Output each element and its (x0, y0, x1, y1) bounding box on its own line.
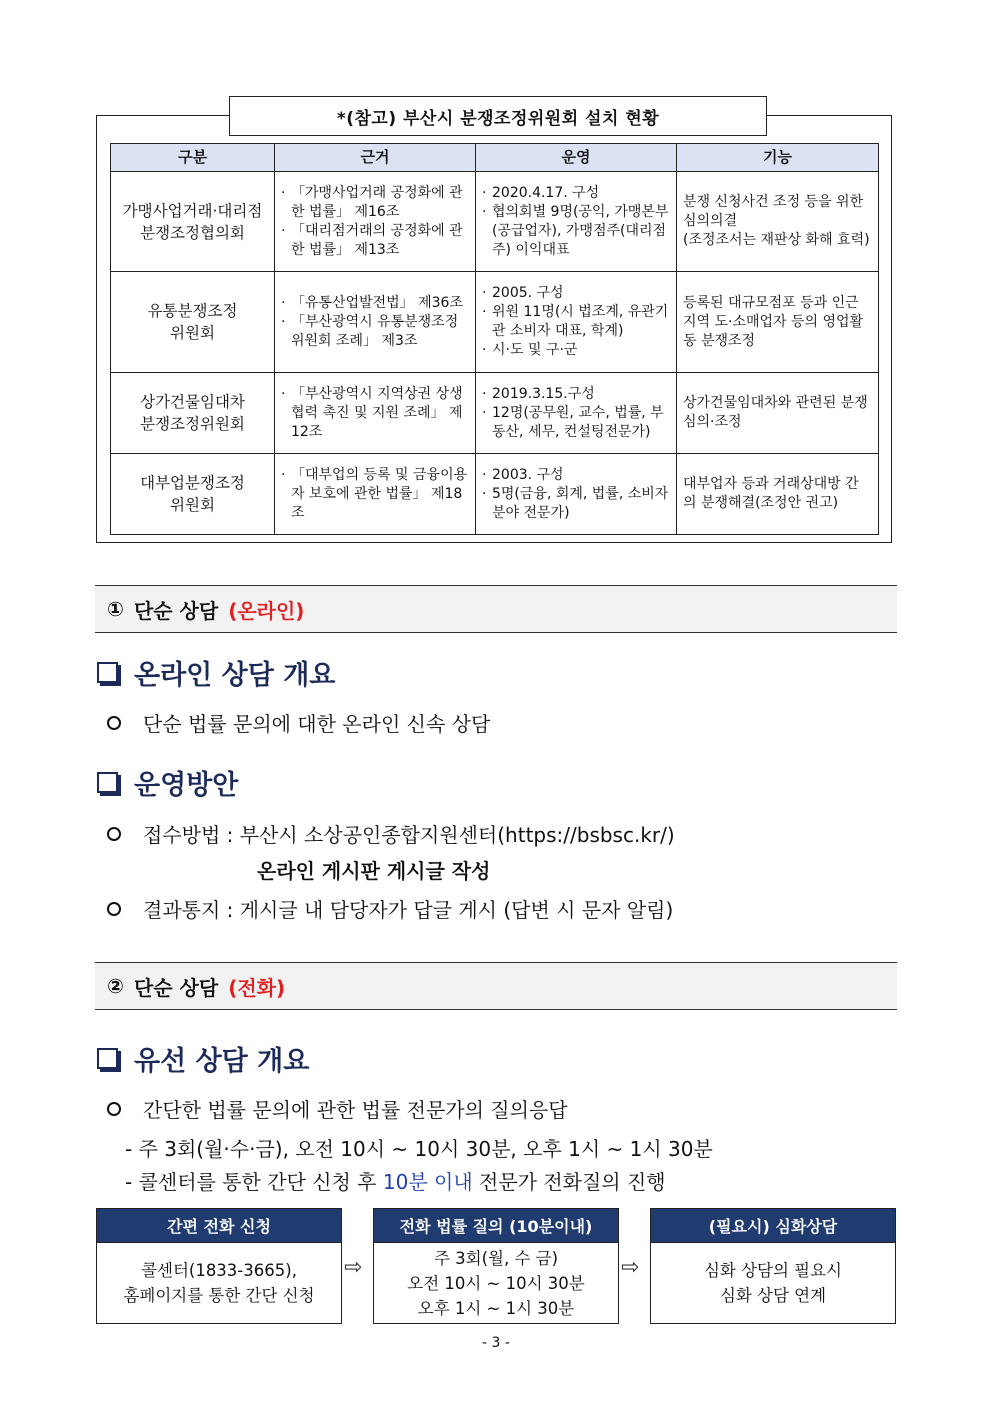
flow-step-body (97, 1243, 341, 1323)
row-name: 유통분쟁조정 위원회 (111, 272, 275, 373)
row-function: 상가건물임대차와 관련된 분쟁 심의·조정 (677, 373, 879, 454)
row-name: 대부업분쟁조정 위원회 (111, 454, 275, 535)
flow-line: 콜센터(1833-3665), (141, 1261, 297, 1280)
bullet-text: 접수방법 : 부산시 소상공인종합지원센터(https://bsbsc.kr/) (143, 823, 675, 847)
flow-line: 홈페이지를 통한 간단 신청 (123, 1286, 315, 1305)
row-function: 대부업자 등과 거래상대방 간의 분쟁해결(조정안 권고) (677, 454, 879, 535)
bullet-text: 결과통지 : 게시글 내 담당자가 답글 게시 (답변 시 문자 알림) (143, 898, 674, 922)
right-arrow-icon: ⇨ (621, 1255, 640, 1280)
flow-step-body (374, 1243, 618, 1323)
row-operation (476, 454, 677, 535)
section-tag: (온라인) (228, 598, 305, 623)
ops-item: · 위원 11명(시 법조계, 유관기관 소비자 대표, 학계) (482, 303, 670, 341)
basis-item: · 「부산광역시 지역상권 상생협력 촉진 및 지원 조례」 제12조 (281, 385, 469, 442)
row-name: 가맹사업거래·대리점 분쟁조정협의회 (111, 172, 275, 272)
process-highlight: 10분 이내 (382, 1170, 473, 1194)
square-icon (97, 1048, 118, 1069)
basis-item: · 「부산광역시 유통분쟁조정위원회 조례」 제3조 (281, 313, 469, 351)
bullet-text: 간단한 법률 문의에 관한 법률 전문가의 질의응답 (143, 1098, 568, 1122)
section-bar-phone (95, 962, 897, 1010)
process-text-a: - 콜센터를 통한 간단 신청 후 (125, 1170, 383, 1194)
heading-wired-overview (97, 1039, 309, 1078)
bullet-wired (107, 1094, 568, 1123)
flow-step-title: (필요시) 심화상담 (651, 1209, 895, 1243)
ops-item: · 시·도 및 구·군 (482, 341, 670, 360)
basis-item: · 「대리점거래의 공정화에 관한 법률」 제13조 (281, 222, 469, 260)
ops-item: · 12명(공무원, 교수, 법률, 부동산, 세무, 컨설팅전문가) (482, 404, 670, 442)
heading-operation (97, 763, 238, 802)
reception-detail: 온라인 게시판 게시글 작성 (257, 859, 491, 883)
row-operation (476, 172, 677, 272)
flow-step-apply (96, 1208, 342, 1324)
section-title: 단순 상담 (133, 598, 219, 623)
flow-step-advanced (650, 1208, 896, 1324)
circle-bullet-icon (107, 827, 121, 841)
header-operation: 운영 (476, 144, 677, 172)
row-name: 상가건물임대차 분쟁조정위원회 (111, 373, 275, 454)
schedule-line: - 주 3회(월·수·금), 오전 10시 ~ 10시 30분, 오후 1시 ~ 1시 30분 (125, 1137, 713, 1161)
section-title: 단순 상담 (133, 975, 219, 1000)
flow-line: 심화 상담 연계 (719, 1286, 827, 1305)
heading-online-overview (97, 653, 335, 692)
ops-item: · 2020.4.17. 구성 (482, 184, 670, 203)
right-arrow-icon: ⇨ (344, 1255, 363, 1280)
flow-step-title: 간편 전화 신청 (97, 1209, 341, 1243)
table-row (111, 172, 879, 272)
flow-line: 심화 상담의 필요시 (703, 1261, 842, 1280)
row-operation (476, 373, 677, 454)
flow-step-consult (373, 1208, 619, 1324)
basis-item: · 「유통산업발전법」 제36조 (281, 294, 469, 313)
bullet-reception (107, 819, 675, 848)
header-basis: 근거 (275, 144, 476, 172)
circle-bullet-icon (107, 1102, 121, 1116)
basis-item: · 「가맹사업거래 공정화에 관한 법률」 제16조 (281, 184, 469, 222)
bullet-text: 단순 법률 문의에 대한 온라인 신속 상담 (143, 712, 491, 736)
section-number: ① (107, 597, 124, 621)
row-operation (476, 272, 677, 373)
bullet-online (107, 708, 490, 737)
basis-item: · 「대부업의 등록 및 금융이용자 보호에 관한 법률」 제18조 (281, 466, 469, 523)
ops-item: · 2005. 구성 (482, 284, 670, 303)
circle-bullet-icon (107, 902, 121, 916)
row-basis (275, 172, 476, 272)
row-function: 분쟁 신청사건 조정 등을 위한 심의의결 (조정조서는 재판상 화해 효력) (677, 172, 879, 272)
heading-text: 온라인 상담 개요 (134, 660, 336, 691)
square-icon (97, 662, 118, 683)
square-icon (97, 772, 118, 793)
ops-item: · 협의회별 9명(공익, 가맹본부(공급업자), 가맹점주(대리점주) 이익대표 (482, 203, 670, 260)
row-basis (275, 373, 476, 454)
bullet-result (107, 894, 673, 923)
flow-line: 오전 10시 ~ 10시 30분 (407, 1273, 585, 1293)
heading-text: 운영방안 (134, 770, 239, 801)
process-line (125, 1166, 666, 1195)
table-row (111, 272, 879, 373)
section-bar-online (95, 585, 897, 633)
flow-step-title: 전화 법률 질의 (10분이내) (374, 1209, 618, 1243)
table-row (111, 454, 879, 535)
row-basis (275, 272, 476, 373)
ops-item: · 2003. 구성 (482, 466, 670, 485)
ops-item: · 2019.3.15.구성 (482, 385, 670, 404)
table-header-row (111, 144, 879, 172)
section-number: ② (107, 974, 124, 998)
row-basis (275, 454, 476, 535)
row-function: 등록된 대규모점포 등과 인근지역 도·소매업자 등의 영업활동 분쟁조정 (677, 272, 879, 373)
ops-item: · 5명(금융, 회계, 법률, 소비자 분야 전문가) (482, 485, 670, 523)
flow-step-body (651, 1243, 895, 1323)
circle-bullet-icon (107, 716, 121, 730)
process-text-c: 전문가 전화질의 진행 (472, 1170, 666, 1194)
reference-table (110, 143, 879, 535)
flow-line: 오후 1시 ~ 1시 30분 (417, 1298, 575, 1318)
flow-line: 주 3회(월, 수 금) (433, 1248, 559, 1268)
table-row (111, 373, 879, 454)
page-number: - 3 - (482, 1335, 510, 1351)
section-tag: (전화) (228, 975, 286, 1000)
heading-text: 유선 상담 개요 (134, 1046, 310, 1077)
header-category: 구분 (111, 144, 275, 172)
header-function: 기능 (677, 144, 879, 172)
reference-title: *(참고) 부산시 분쟁조정위원회 설치 현황 (229, 96, 767, 136)
